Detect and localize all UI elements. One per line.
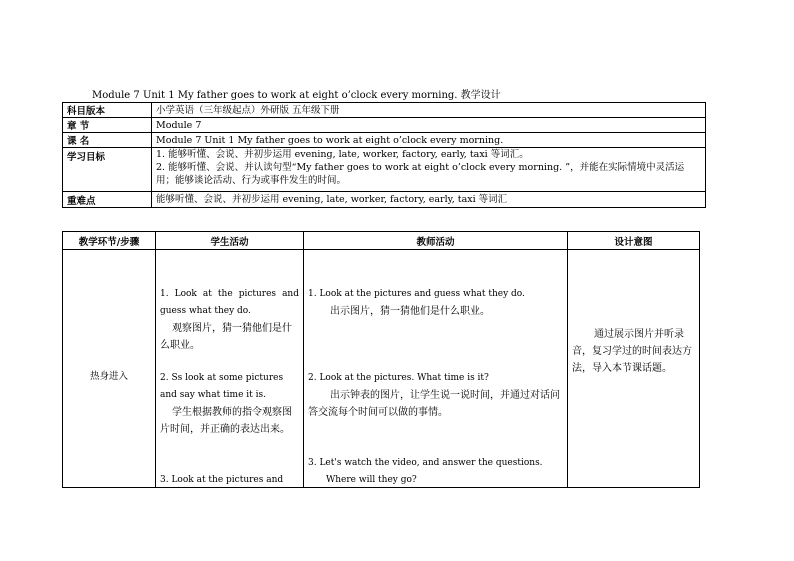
student-activity-3: 3. Look at the pictures and: [160, 475, 284, 485]
value-objectives: [152, 148, 706, 192]
cell-step: [63, 250, 156, 488]
lesson-plan-table: [62, 231, 700, 488]
label-chapter: 章 节: [63, 118, 152, 133]
value-version: 小学英语（三年级起点）外研版 五年级下册: [152, 103, 706, 118]
label-keypoints: 重难点: [63, 192, 152, 208]
info-row-version: [63, 103, 706, 118]
objective-2: 2. 能够听懂、会说、并认读句型“My father goes to work at eight o’clock every morning. ”，并能在实际情境中灵活运用；能够谈论活动、行为或事件发生的时间。: [156, 162, 685, 186]
cell-intent: [568, 250, 700, 488]
info-row-lesson: [63, 133, 706, 148]
header-student: 学生活动: [156, 232, 304, 250]
plan-header-row: [63, 232, 700, 250]
plan-row-warmup: [63, 250, 700, 488]
student-activity-1: 1. Look at the pictures and guess what they do.: [160, 289, 299, 316]
teacher-activity-1-cn: 出示图片，猜一猜他们是什么职业。: [330, 306, 490, 317]
student-activity-2: 2. Ss look at some pictures and say what time it is.: [160, 373, 284, 400]
teacher-activity-3: 3. Let's watch the video, and answer the questions.: [308, 458, 543, 468]
label-version: 科目版本: [63, 103, 152, 118]
design-intent: 通过展示图片并听录音，复习学过的时间表达方法，导入本节课话题。: [572, 329, 692, 374]
teacher-activity-2: 2. Look at the pictures. What time is it?: [308, 373, 489, 383]
value-keypoints: 能够听懂、会说、并初步运用 evening, late, worker, factory, early, taxi 等词汇: [152, 192, 706, 208]
value-chapter: Module 7: [152, 118, 706, 133]
student-activity-2-cn: 学生根据教师的指令观察图片时间，并正确的表达出来。: [160, 407, 292, 435]
cell-teacher: [304, 250, 568, 488]
info-row-chapter: [63, 118, 706, 133]
teacher-activity-1: 1. Look at the pictures and guess what they do.: [308, 289, 525, 299]
label-objectives: 学习目标: [63, 148, 152, 192]
header-step: 教学环节/步骤: [63, 232, 156, 250]
student-activity-1-cn: 观察图片，猜一猜他们是什么职业。: [160, 323, 292, 351]
teacher-activity-2-cn: 出示钟表的图片，让学生说一说时间，并通过对话问答交流每个时间可以做的事情。: [308, 390, 560, 418]
teacher-activity-3-question: Where will they go?: [326, 475, 417, 485]
document-title: Module 7 Unit 1 My father goes to work at eight o’clock every morning. 教学设计: [92, 90, 501, 101]
cell-student: [156, 250, 304, 488]
objective-1: 1. 能够听懂、会说、并初步运用 evening, late, worker, factory, early, taxi 等词汇。: [156, 149, 529, 160]
step-label: 热身进入: [89, 371, 128, 382]
info-table: [62, 102, 706, 208]
label-lesson: 课 名: [63, 133, 152, 148]
header-intent: 设计意图: [568, 232, 700, 250]
value-lesson: Module 7 Unit 1 My father goes to work at eight o’clock every morning.: [152, 133, 706, 148]
info-row-objectives: [63, 148, 706, 192]
header-teacher: 教师活动: [304, 232, 568, 250]
info-row-keypoints: [63, 192, 706, 208]
